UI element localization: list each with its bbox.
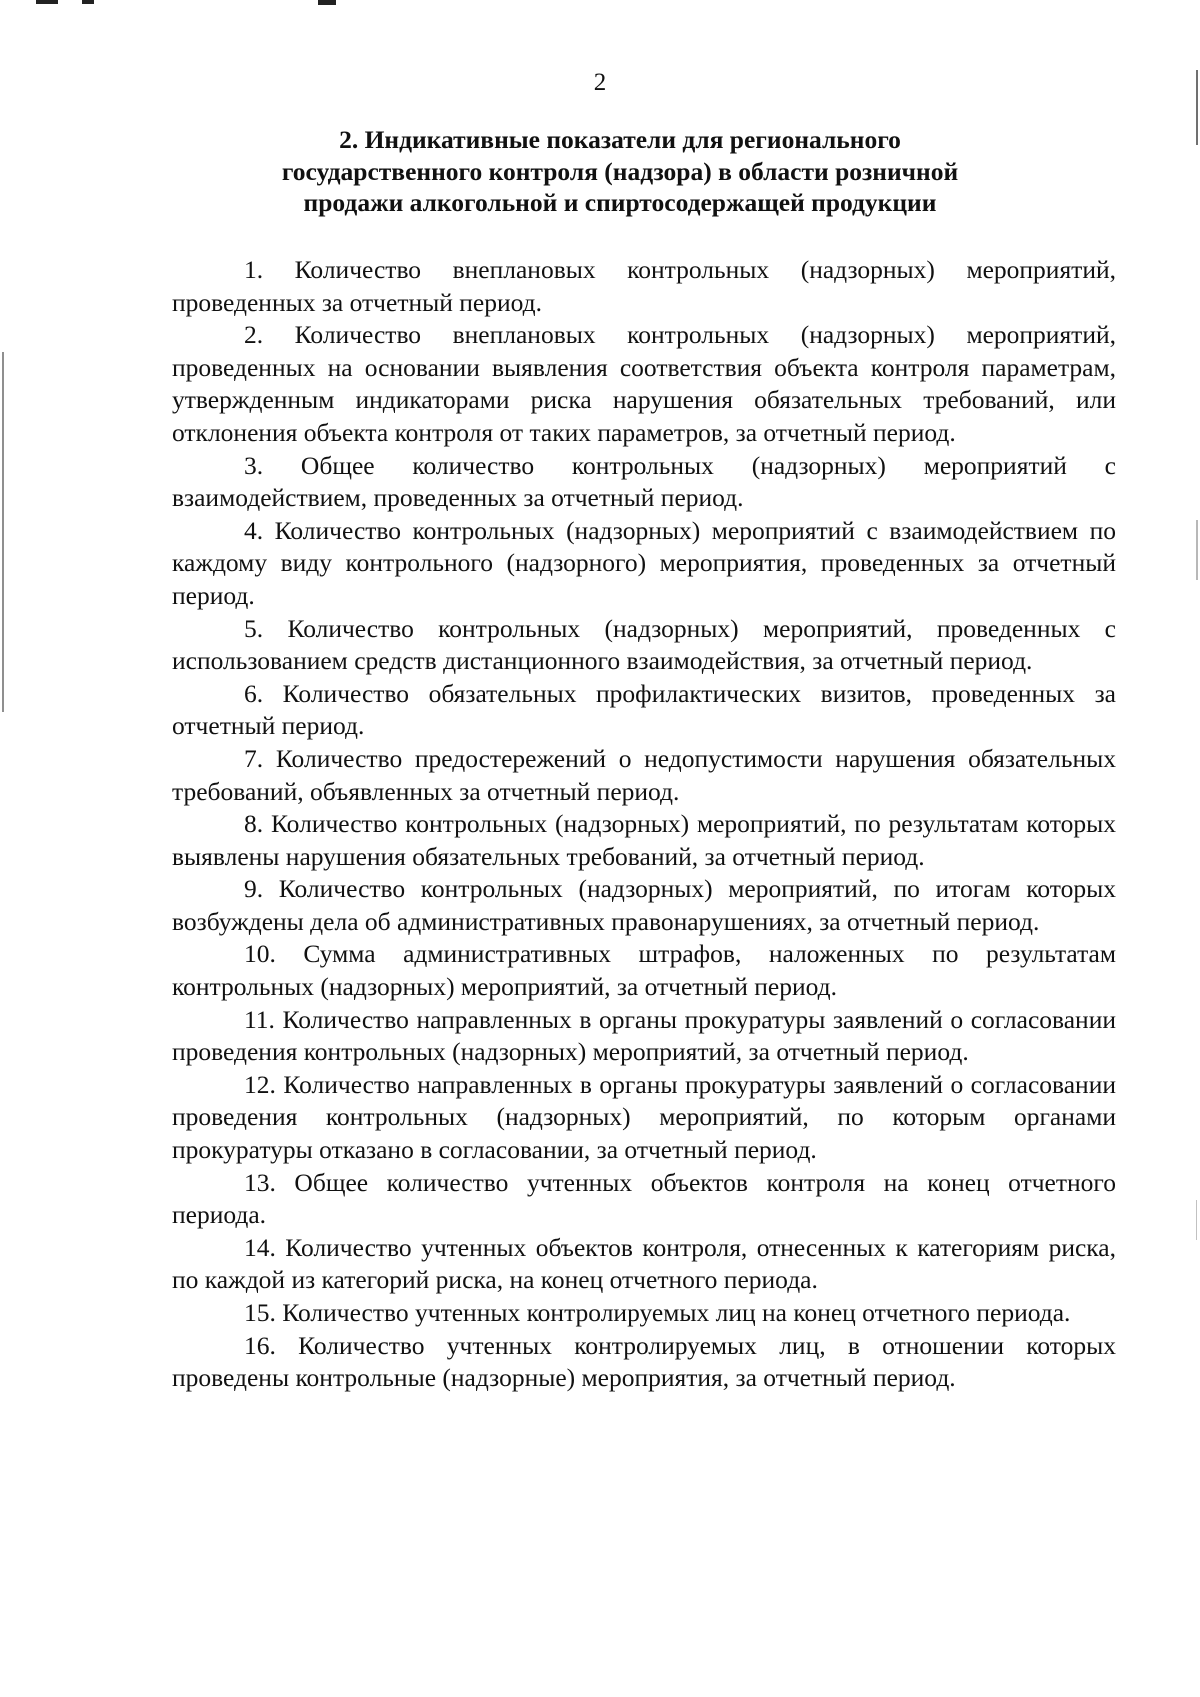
indicator-item: 15. Количество учтенных контролируемых лиц на конец отчетного периода.: [244, 1298, 1071, 1327]
indicator-item: 14. Количество учтенных объектов контроля, отнесенных к категориям риска, по каждой из категорий риска, на конец отчетного периода.: [172, 1232, 1116, 1295]
indicator-list: [172, 254, 1116, 1395]
indicator-item: 11. Количество направленных в органы прокуратуры заявлений о согласовании проведения контрольных (надзорных) мероприятий, за отчетный период.: [172, 1004, 1116, 1067]
indicator-item: 13. Общее количество учтенных объектов контроля на конец отчетного периода.: [172, 1167, 1116, 1230]
indicator-item: 16. Количество учтенных контролируемых лиц, в отношении которых проведены контрольные (надзорные) мероприятия, за отчетный период.: [172, 1330, 1116, 1393]
indicator-item: 8. Количество контрольных (надзорных) мероприятий, по результатам которых выявлены нарушения обязательных требований, за отчетный период.: [172, 809, 1116, 871]
section-title-line: государственного контроля (надзора) в области розничной: [281, 156, 959, 186]
scan-mark: [318, 0, 336, 5]
indicator-item: 6. Количество обязательных профилактических визитов, проведенных за отчетный период.: [172, 678, 1116, 741]
indicator-item: 10. Сумма административных штрафов, наложенных по результатам контрольных (надзорных) мероприятий, за отчетный период.: [172, 939, 1116, 1002]
indicator-item: 5. Количество контрольных (надзорных) мероприятий, проведенных с использованием средств дистанционного взаимодействия, за отчетный период.: [172, 613, 1116, 676]
scan-mark: [82, 0, 94, 4]
scan-edge-line: [1196, 520, 1198, 580]
indicator-item: 12. Количество направленных в органы прокуратуры заявлений о согласовании проведения контрольных (надзорных) мероприятий, по которым органами прокуратуры отказано в согласовании, за отчетный период.: [172, 1069, 1116, 1165]
indicator-item: 3. Общее количество контрольных (надзорных) мероприятий с взаимодействием, проведенных за отчетный период.: [172, 450, 1116, 513]
indicator-item: 1. Количество внеплановых контрольных (надзорных) мероприятий, проведенных за отчетный период.: [172, 255, 1116, 317]
scan-mark: [36, 0, 58, 4]
indicator-item: 4. Количество контрольных (надзорных) мероприятий с взаимодействием по каждому виду контрольного (надзорного) мероприятия, проведенных за отчетный период.: [172, 515, 1116, 610]
section-title-line: 2. Индикативные показатели для регионального: [339, 125, 901, 154]
indicator-item: 9. Количество контрольных (надзорных) мероприятий, по итогам которых возбуждены дела об административных правонарушениях, за отчетный период.: [172, 874, 1116, 936]
section-title: [180, 124, 1060, 219]
scan-edge-line: [2, 352, 4, 712]
indicator-item: 7. Количество предостережений о недопустимости нарушения обязательных требований, объявленных за отчетный период.: [172, 743, 1116, 806]
scan-edge-line: [1196, 1200, 1197, 1240]
page-number: 2: [593, 69, 607, 96]
indicator-item: 2. Количество внеплановых контрольных (надзорных) мероприятий, проведенных на основании выявления соответствия объекта контроля параметрам, утвержденным индикаторами риска нарушения обязательных требований, или отклонения объекта контроля от таких параметров, за отчетный период.: [172, 320, 1116, 447]
section-title-line: продажи алкогольной и спиртосодержащей продукции: [303, 188, 937, 217]
